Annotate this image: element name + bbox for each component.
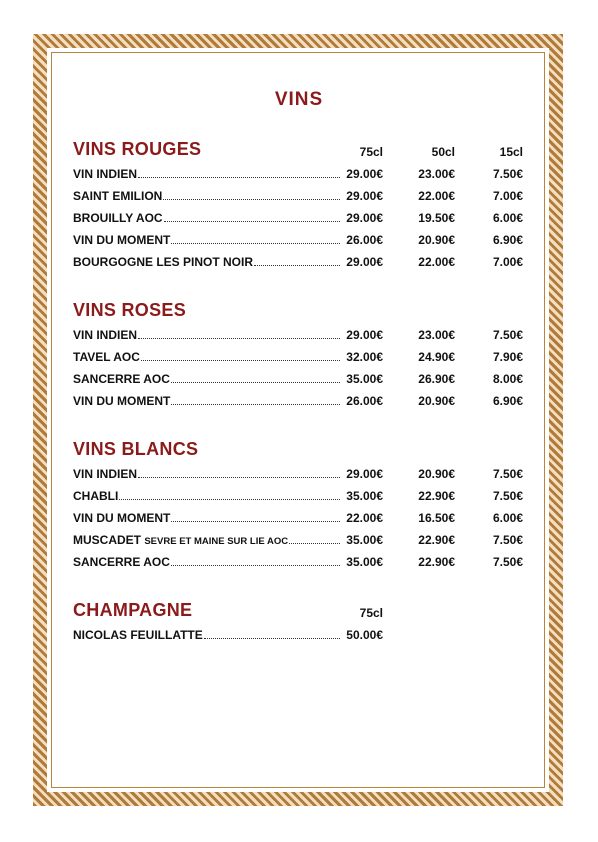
wine-row: [73, 626, 528, 648]
section-heading: VINS ROSES: [73, 300, 187, 320]
wine-name: SANCERRE AOC: [73, 555, 170, 569]
section-vins-blancs: [73, 439, 528, 575]
wine-name-detail: SEVRE ET MAINE SUR LIE AOC: [144, 536, 289, 547]
leader-dots: [163, 189, 340, 200]
price-50cl: 16.50€: [418, 511, 455, 525]
price-50cl: 19.50€: [418, 211, 455, 225]
price-75cl: 35.00€: [346, 372, 383, 386]
wine-name: VIN DU MOMENT: [73, 233, 171, 247]
wine-name: CHABLI: [73, 489, 119, 503]
price-75cl: 35.00€: [346, 555, 383, 569]
wine-name: VIN INDIEN: [73, 467, 138, 481]
price-50cl: 20.90€: [418, 233, 455, 247]
price-75cl: 26.00€: [346, 394, 383, 408]
wine-row: [73, 392, 528, 414]
leader-dots: [138, 167, 340, 178]
price-50cl: 22.90€: [418, 533, 455, 547]
leader-dots: [204, 628, 340, 639]
wine-row: [73, 348, 528, 370]
leader-dots: [171, 394, 340, 405]
wine-row: [73, 531, 528, 553]
wine-name: SAINT EMILION: [73, 189, 163, 203]
wine-row: [73, 231, 528, 253]
wine-row: [73, 465, 528, 487]
price-75cl: 35.00€: [346, 533, 383, 547]
wine-name: [73, 533, 288, 547]
price-75cl: 32.00€: [346, 350, 383, 364]
price-75cl: 29.00€: [346, 255, 383, 269]
leader-dots: [171, 372, 340, 383]
price-50cl: 22.90€: [418, 555, 455, 569]
price-50cl: 22.00€: [418, 189, 455, 203]
price-15cl: 7.90€: [492, 350, 523, 364]
leader-dots: [254, 255, 340, 266]
price-50cl: 23.00€: [418, 167, 455, 181]
leader-dots: [171, 555, 340, 566]
wine-row: [73, 487, 528, 509]
price-50cl: 22.90€: [418, 489, 455, 503]
column-header-75cl: 75cl: [359, 145, 383, 159]
section-vins-rouges: [73, 139, 528, 275]
wine-name: VIN DU MOMENT: [73, 511, 171, 525]
section-heading: VINS ROUGES: [73, 139, 202, 159]
price-75cl: 29.00€: [346, 328, 383, 342]
wine-name: BROUILLY AOC: [73, 211, 163, 225]
price-75cl: 29.00€: [346, 167, 383, 181]
price-50cl: 24.90€: [418, 350, 455, 364]
price-50cl: 20.90€: [418, 394, 455, 408]
price-75cl: 29.00€: [346, 189, 383, 203]
wine-name: BOURGOGNE LES PINOT NOIR: [73, 255, 254, 269]
price-15cl: 8.00€: [492, 372, 523, 386]
price-15cl: 7.50€: [492, 489, 523, 503]
wine-row: [73, 509, 528, 531]
price-15cl: 7.50€: [492, 555, 523, 569]
page-title: VINS: [274, 89, 324, 110]
price-15cl: 7.50€: [492, 467, 523, 481]
wine-row: [73, 553, 528, 575]
price-15cl: 7.00€: [492, 189, 523, 203]
leader-dots: [138, 328, 340, 339]
price-15cl: 6.00€: [492, 211, 523, 225]
wine-name: NICOLAS FEUILLATTE: [73, 628, 203, 642]
leader-dots: [164, 211, 340, 222]
price-15cl: 6.90€: [492, 394, 523, 408]
price-15cl: 6.90€: [492, 233, 523, 247]
price-75cl: 26.00€: [346, 233, 383, 247]
price-15cl: 7.00€: [492, 255, 523, 269]
leader-dots: [141, 350, 340, 361]
price-50cl: 20.90€: [418, 467, 455, 481]
wine-row: [73, 370, 528, 392]
price-75cl: 29.00€: [346, 211, 383, 225]
leader-dots: [138, 467, 340, 478]
price-15cl: 7.50€: [492, 328, 523, 342]
section-heading: CHAMPAGNE: [73, 600, 193, 620]
wine-name: VIN DU MOMENT: [73, 394, 171, 408]
wine-name: VIN INDIEN: [73, 167, 138, 181]
column-header-75cl: 75cl: [359, 606, 383, 620]
section-heading: VINS BLANCS: [73, 439, 199, 459]
wine-name: VIN INDIEN: [73, 328, 138, 342]
wine-row: [73, 209, 528, 231]
wine-row: [73, 165, 528, 187]
wine-name: TAVEL AOC: [73, 350, 140, 364]
price-50cl: 23.00€: [418, 328, 455, 342]
price-50cl: 26.90€: [418, 372, 455, 386]
wine-row: [73, 187, 528, 209]
leader-dots: [171, 511, 340, 522]
leader-dots: [171, 233, 340, 244]
price-75cl: 35.00€: [346, 489, 383, 503]
wine-row: [73, 326, 528, 348]
column-header-15cl: 15cl: [499, 145, 523, 159]
wine-name: SANCERRE AOC: [73, 372, 170, 386]
wine-row: [73, 253, 528, 275]
price-15cl: 7.50€: [492, 167, 523, 181]
price-50cl: 22.00€: [418, 255, 455, 269]
price-75cl: 22.00€: [346, 511, 383, 525]
wine-name-main: MUSCADET: [73, 533, 141, 547]
section-vins-roses: [73, 300, 528, 414]
price-15cl: 6.00€: [492, 511, 523, 525]
leader-dots: [289, 533, 340, 544]
section-champagne: [73, 600, 528, 648]
price-75cl: 50.00€: [346, 628, 383, 642]
price-15cl: 7.50€: [492, 533, 523, 547]
leader-dots: [119, 489, 340, 500]
price-75cl: 29.00€: [346, 467, 383, 481]
column-header-50cl: 50cl: [431, 145, 455, 159]
